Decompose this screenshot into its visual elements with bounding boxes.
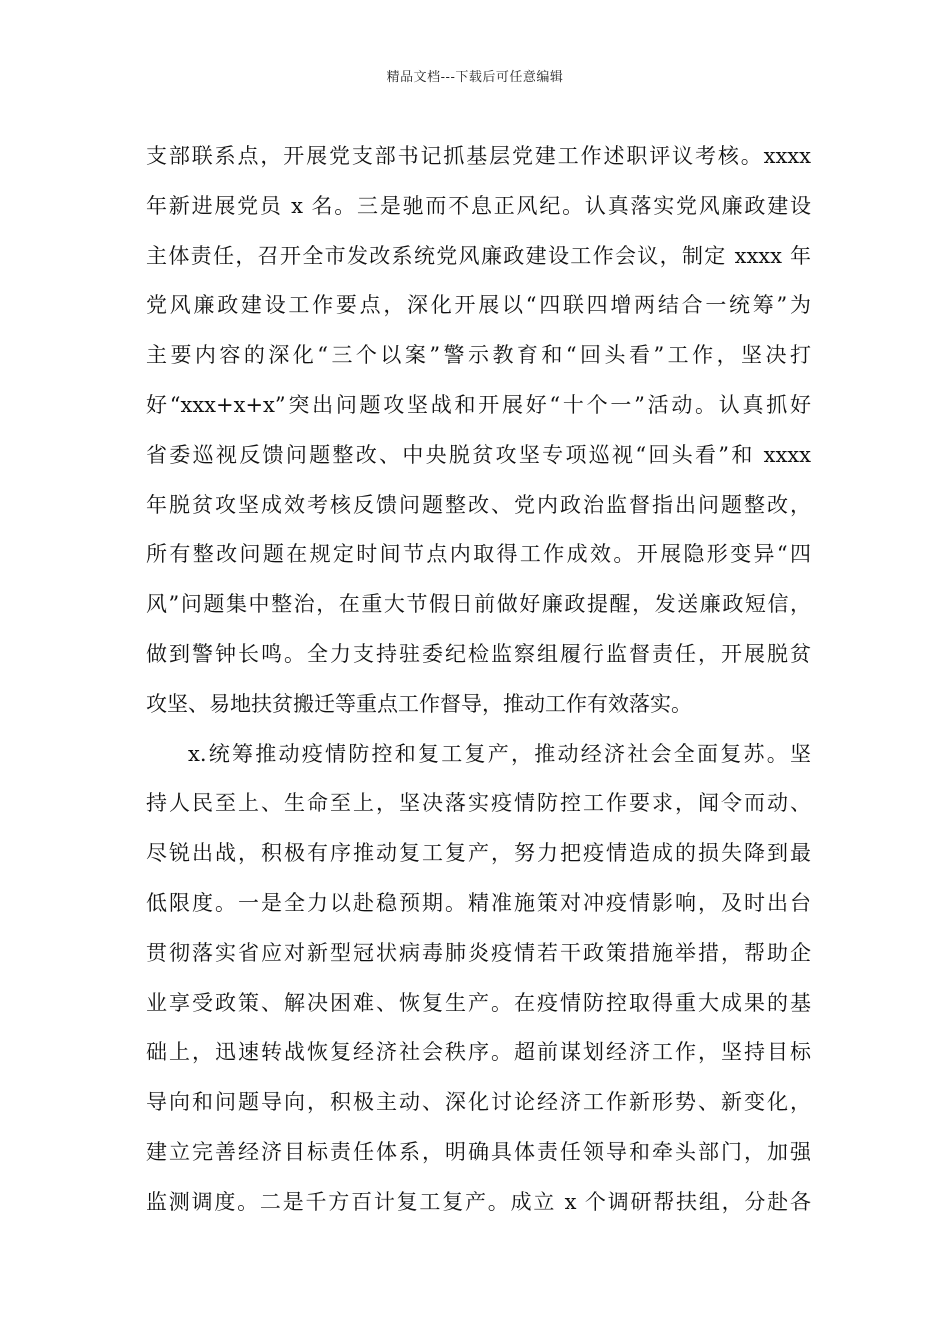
text-line: 攻坚、易地扶贫搬迁等重点工作督导，推动工作有效落实。 — [146, 691, 692, 716]
text-line: 年新进展党员 x 名。三是驰而不息正风纪。认真落实党风廉政建设 — [146, 193, 811, 218]
text-line: 做到警钟长鸣。全力支持驻委纪检监察组履行监督责任，开展脱贫 — [146, 641, 811, 666]
text-line: 持人民至上、生命至上，坚决落实疫情防控工作要求，闻令而动、 — [146, 791, 811, 816]
text-line: 省委巡视反馈问题整改、中央脱贫攻坚专项巡视“回头看”和 xxxx — [146, 442, 811, 467]
text-line: 所有整改问题在规定时间节点内取得工作成效。开展隐形变异“四 — [146, 542, 811, 567]
page-header: 精品文档---下载后可任意编辑 — [386, 70, 564, 85]
text-line: 低限度。一是全力以赴稳预期。精准施策对冲疫情影响，及时出台 — [146, 890, 811, 915]
text-line: 主体责任，召开全市发改系统党风廉政建设工作会议，制定 xxxx 年 — [146, 243, 811, 268]
text-line: 监测调度。二是千方百计复工复产。成立 x 个调研帮扶组，分赴各 — [146, 1189, 811, 1214]
text-line: 党风廉政建设工作要点，深化开展以“四联四增两结合一统筹”为 — [146, 293, 811, 318]
text-line: 风”问题集中整治，在重大节假日前做好廉政提醒，发送廉政短信， — [146, 592, 811, 617]
text-line: 尽锐出战，积极有序推动复工复产，努力把疫情造成的损失降到最 — [146, 841, 811, 866]
text-line: 年脱贫攻坚成效考核反馈问题整改、党内政治监督指出问题整改， — [146, 492, 811, 517]
document-body — [146, 132, 811, 1228]
text-line: 支部联系点，开展党支部书记抓基层党建工作述职评议考核。xxxx — [146, 144, 811, 168]
text-line: 业享受政策、解决困难、恢复生产。在疫情防控取得重大成果的基 — [146, 990, 811, 1015]
text-line: 建立完善经济目标责任体系，明确具体责任领导和牵头部门，加强 — [146, 1139, 811, 1164]
paragraph-2 — [146, 730, 811, 1228]
paragraph-1 — [146, 132, 811, 730]
text-line: x.统筹推动疫情防控和复工复产，推动经济社会全面复苏。坚 — [188, 741, 811, 766]
text-line: 础上，迅速转战恢复经济社会秩序。超前谋划经济工作，坚持目标 — [146, 1040, 811, 1065]
text-line: 主要内容的深化“三个以案”警示教育和“回头看”工作，坚决打 — [146, 343, 811, 368]
text-line: 贯彻落实省应对新型冠状病毒肺炎疫情若干政策措施举措，帮助企 — [146, 940, 811, 965]
text-line: 好“xxx+x+x”突出问题攻坚战和开展好“十个一”活动。认真抓好 — [146, 392, 811, 417]
text-line: 导向和问题导向，积极主动、深化讨论经济工作新形势、新变化， — [146, 1090, 811, 1115]
